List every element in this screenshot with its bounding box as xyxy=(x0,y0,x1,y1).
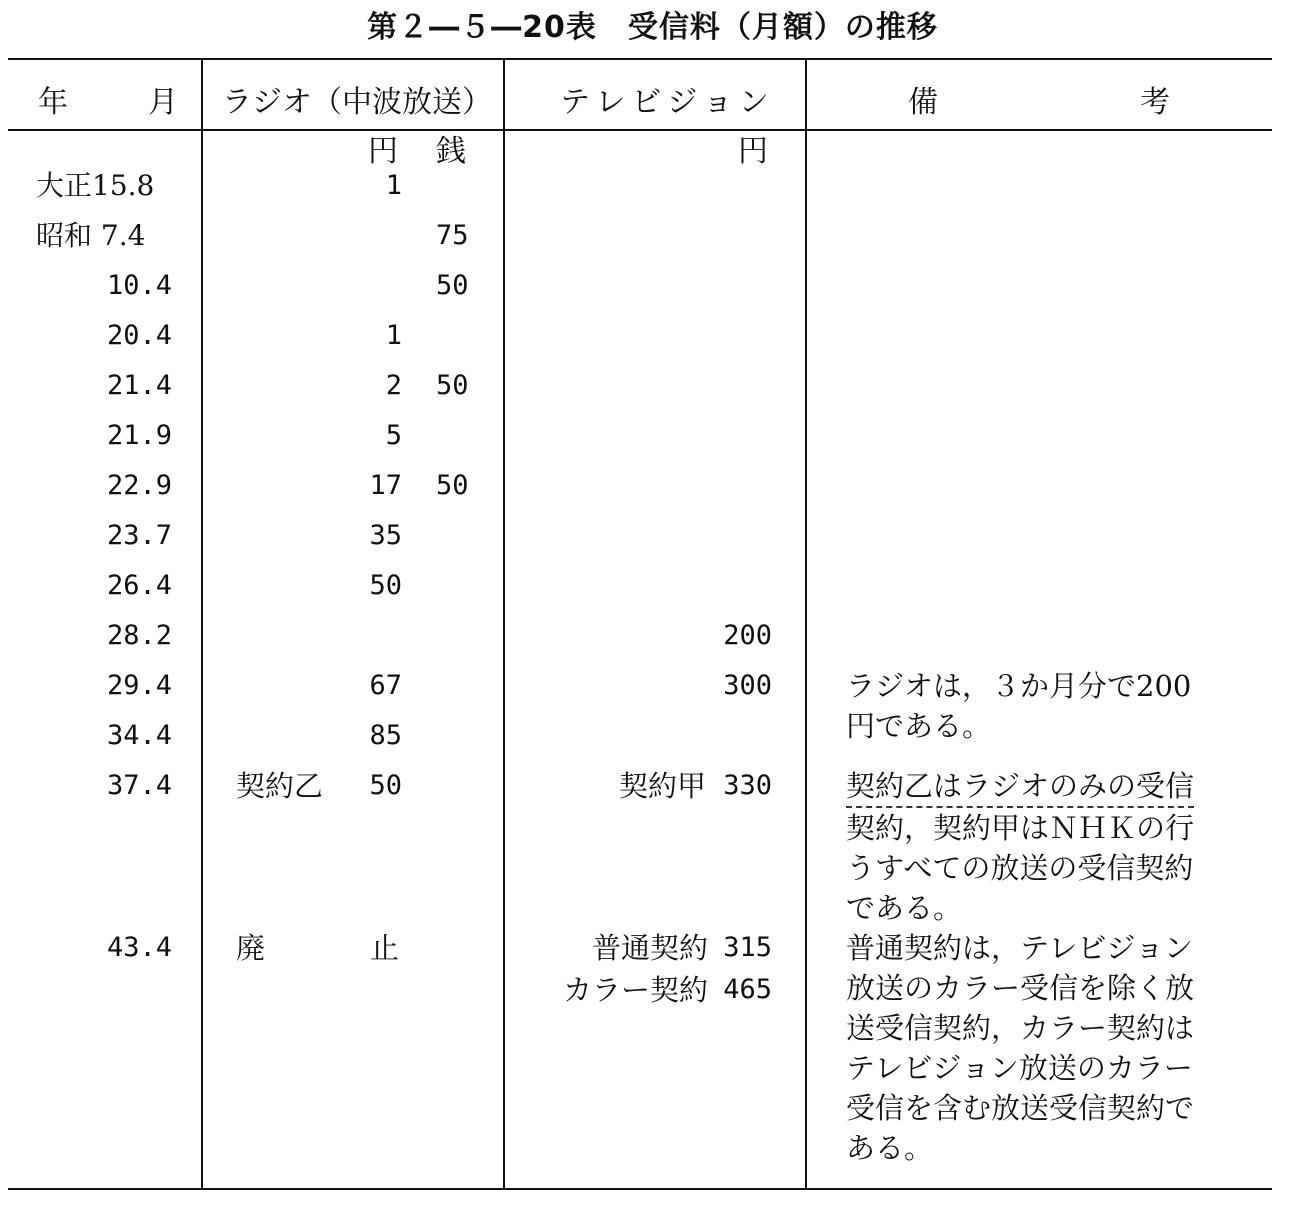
unit-tv-yen: 円 xyxy=(738,134,768,169)
row-radio-yen: 67 xyxy=(369,670,402,701)
row-date: 10.4 xyxy=(106,270,172,301)
row-radio-sen: 50 xyxy=(436,470,469,501)
row-radio-sen: 50 xyxy=(436,370,469,401)
row-radio-sen: 75 xyxy=(436,220,469,251)
col-divider-3 xyxy=(805,60,807,1188)
row-radio-label: 契約乙 xyxy=(236,769,324,803)
row-tv-label: カラー契約 xyxy=(562,973,708,1007)
row-radio-yen: 50 xyxy=(369,770,402,801)
row-date: 29.4 xyxy=(106,670,172,701)
row-date: 37.4 xyxy=(106,770,172,801)
remark-line: ラジオは，３か月分で200 xyxy=(846,669,1192,703)
row-radio-yen: 5 xyxy=(385,420,402,451)
remark-line: である。 xyxy=(846,891,963,925)
row-radio-label: 廃 xyxy=(236,931,266,965)
row-date: 26.4 xyxy=(106,570,172,601)
remark-line: テレビジョン放送のカラー xyxy=(846,1051,1193,1085)
row-date: 23.7 xyxy=(106,520,172,551)
unit-radio-yen: 円 xyxy=(368,134,398,169)
row-radio-yen: 17 xyxy=(369,470,402,501)
header-remarks xyxy=(908,76,1170,122)
row-date: 28.2 xyxy=(106,620,172,651)
remark-2 xyxy=(846,766,1256,928)
header-month: 月 xyxy=(148,85,178,120)
header-tv: テレビジョン xyxy=(560,85,775,120)
row-tv-label: 契約甲 xyxy=(618,769,706,803)
header-remarks-1: 備 xyxy=(908,85,938,120)
row-date: 21.9 xyxy=(106,420,172,451)
remark-line: 円である。 xyxy=(846,709,992,743)
row-radio-yen: 1 xyxy=(385,170,402,201)
remark-line: 送受信契約，カラー契約は xyxy=(846,1011,1195,1045)
remark-line: 契約，契約甲はＮＨＫの行 xyxy=(846,811,1195,845)
remark-line: うすべての放送の受信契約 xyxy=(846,851,1194,885)
header-remarks-2: 考 xyxy=(1140,85,1170,120)
row-date: 20.4 xyxy=(106,320,172,351)
row-tv-label: 普通契約 xyxy=(591,931,708,965)
row-tv-yen: 300 xyxy=(723,670,772,701)
row-tv-yen: 465 xyxy=(723,974,772,1005)
header-radio: ラジオ（中波放送） xyxy=(222,85,492,120)
bottom-rule xyxy=(8,1188,1272,1190)
row-date: 34.4 xyxy=(106,720,172,751)
row-radio-yen: 2 xyxy=(385,370,402,401)
remark-line: 放送のカラー受信を除く放 xyxy=(846,971,1195,1005)
row-radio-yen: 85 xyxy=(369,720,402,751)
row-radio-yen: 1 xyxy=(385,320,402,351)
table-title: 第２―５―20表 受信料（月額）の推移 xyxy=(367,10,938,45)
row-date: 21.4 xyxy=(106,370,172,401)
remark-1 xyxy=(846,666,1256,746)
row-date: 43.4 xyxy=(106,932,172,963)
header-rule xyxy=(8,129,1272,131)
remark-line: ある。 xyxy=(846,1131,934,1165)
remark-line: 受信を含む放送受信契約で xyxy=(846,1091,1195,1125)
remark-line: 契約乙はラジオのみの受信 xyxy=(846,766,1194,808)
top-rule xyxy=(8,58,1272,60)
row-tv-yen: 330 xyxy=(723,770,772,801)
col-divider-2 xyxy=(503,60,505,1188)
row-tv-yen: 315 xyxy=(723,932,772,963)
unit-radio-sen: 銭 xyxy=(436,134,466,169)
row-radio-yen: 35 xyxy=(369,520,402,551)
col-divider-1 xyxy=(201,60,203,1188)
row-radio-yen: 50 xyxy=(369,570,402,601)
remark-3 xyxy=(846,928,1256,1168)
row-radio-sen: 50 xyxy=(436,270,469,301)
header-year: 年 xyxy=(38,85,68,120)
row-radio-yen: 止 xyxy=(370,931,400,965)
remark-line: 普通契約は，テレビジョン xyxy=(846,931,1193,965)
row-tv-yen: 200 xyxy=(723,620,772,651)
header-year-month xyxy=(38,76,178,122)
row-date: 大正15.8 xyxy=(36,169,155,202)
row-date: 昭和 7.4 xyxy=(36,219,146,252)
row-date: 22.9 xyxy=(106,470,172,501)
